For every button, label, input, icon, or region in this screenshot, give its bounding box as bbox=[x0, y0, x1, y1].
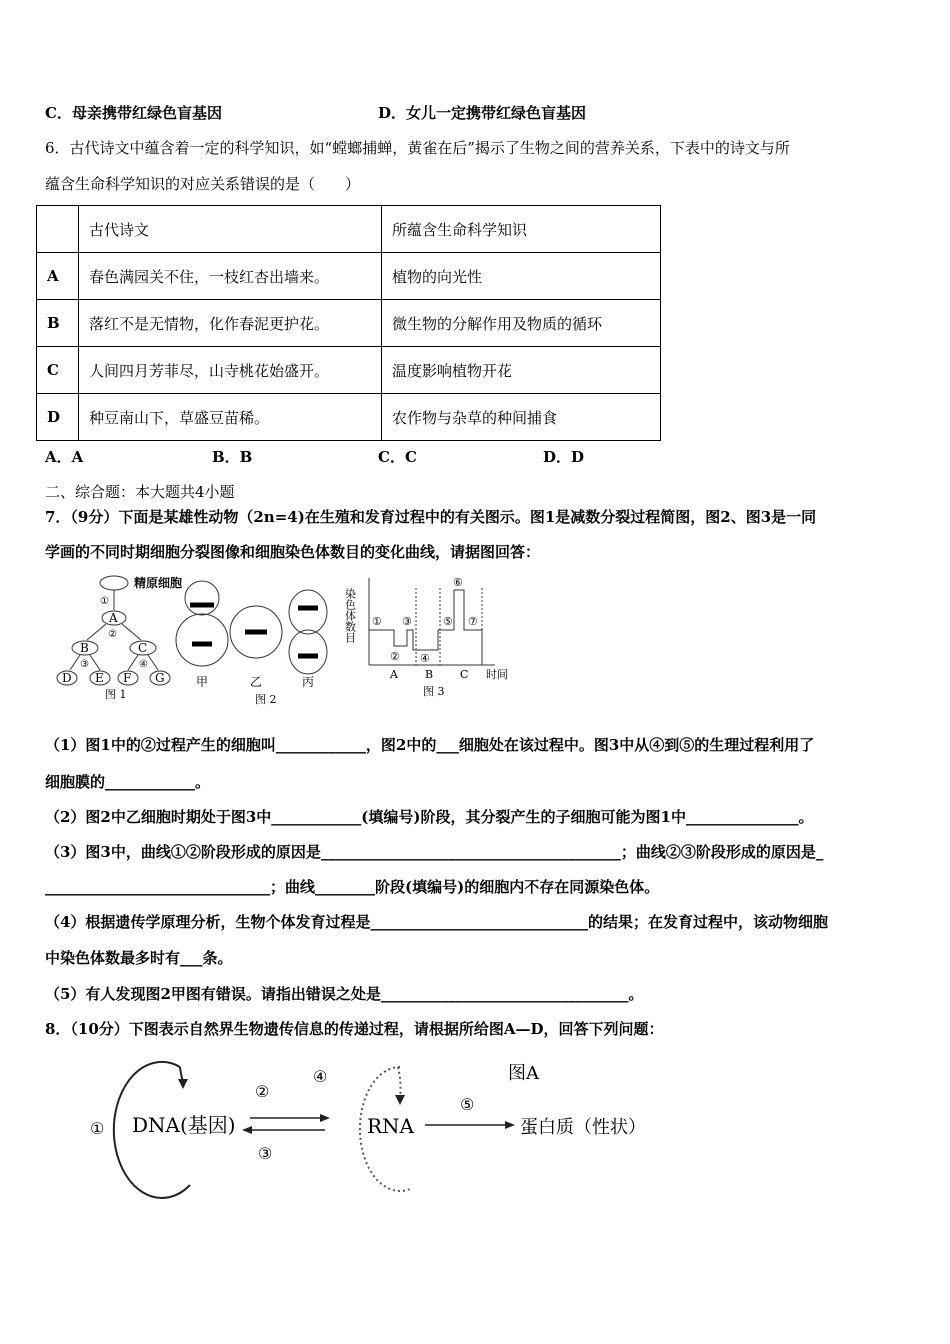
fig3-ylabel: 染色体数目 bbox=[343, 588, 357, 643]
q7-sub3-line1: （3）图3中，曲线①②阶段形成的原因是________________________________________；曲线②③阶段形成的原因是_ bbox=[45, 843, 824, 861]
q6-option-c: C．C bbox=[378, 448, 417, 466]
fig1-node: G bbox=[155, 671, 165, 685]
fig3-mark: ② bbox=[390, 650, 400, 663]
q6-stem-line1: 6．古代诗文中蕴含着一定的科学知识，如“螳螂捕蝉，黄雀在后”揭示了生物之间的营养关系，下表中的诗文与所 bbox=[45, 139, 790, 157]
fig2-caption: 图 2 bbox=[255, 693, 277, 706]
rna-label: RNA bbox=[367, 1114, 415, 1138]
row-key: D bbox=[37, 394, 79, 441]
fig1-node: F bbox=[123, 671, 132, 685]
header-poem: 古代诗文 bbox=[79, 206, 382, 253]
q6-option-d: D．D bbox=[543, 448, 585, 466]
table-row bbox=[37, 300, 661, 347]
q6-stem-line2: 蕴含生命科学知识的对应关系错误的是（ ） bbox=[45, 175, 361, 193]
fig1-step: ③ bbox=[80, 659, 89, 670]
fig2-cell-label: 乙 bbox=[250, 675, 263, 689]
step-mark: ④ bbox=[313, 1067, 328, 1086]
q7-stem-line1: 7．（9分）下面是某雄性动物（2n=4)在生殖和发育过程中的有关图示。图1是减数分裂过程简图，图2、图3是一同 bbox=[45, 508, 817, 526]
fig3-phase: B bbox=[425, 668, 434, 681]
q7-sub1-line1: （1）图1中的②过程产生的细胞叫____________，图2中的___细胞处在该过程中。图3中从④到⑤的生理过程利用了 bbox=[45, 736, 815, 754]
section-heading: 二、综合题：本大题共4小题 bbox=[45, 483, 235, 501]
table-header-row bbox=[37, 206, 661, 253]
header-knowledge: 所蕴含生命科学知识 bbox=[382, 206, 661, 253]
step-mark: ① bbox=[90, 1119, 105, 1138]
fig1-node: D bbox=[62, 671, 72, 685]
fig1-node: C bbox=[138, 641, 148, 655]
fig3-phase: A bbox=[390, 668, 398, 681]
q7-sub4-line1: （4）根据遗传学原理分析，生物个体发育过程是_____________________________的结果；在发育过程中，该动物细胞 bbox=[45, 913, 828, 931]
row-key: A bbox=[37, 253, 79, 300]
fig3-mark: ③ bbox=[402, 615, 412, 628]
q5-option-d: D．女儿一定携带红绿色盲基因 bbox=[378, 104, 587, 122]
q8-stem: 8．（10分）下图表示自然界生物遗传信息的传递过程，请根据所给图A—D，回答下列问题： bbox=[45, 1020, 664, 1038]
fig3-mark: ④ bbox=[420, 652, 430, 665]
row-knowledge: 微生物的分解作用及物质的循环 bbox=[382, 300, 661, 347]
fig1-step: ② bbox=[108, 629, 117, 640]
q7-sub5: （5）有人发现图2甲图有错误。请指出错误之处是_________________________________。 bbox=[45, 985, 644, 1003]
figure-a bbox=[80, 1055, 680, 1205]
fig3-mark: ⑥ bbox=[453, 576, 463, 589]
fig3-phase: C bbox=[460, 668, 469, 681]
fig1-node: E bbox=[95, 671, 104, 685]
q6-table bbox=[36, 205, 661, 441]
q6-option-a: A．A bbox=[45, 448, 84, 466]
row-key: C bbox=[37, 347, 79, 394]
figure-2 bbox=[176, 581, 327, 674]
protein-label: 蛋白质（性状） bbox=[520, 1117, 646, 1138]
q7-sub1-line2: 细胞膜的____________。 bbox=[45, 773, 211, 791]
row-knowledge: 温度影响植物开花 bbox=[382, 347, 661, 394]
fig1-node: A bbox=[109, 611, 118, 625]
step-mark: ② bbox=[255, 1082, 270, 1101]
q5-option-c: C．母亲携带红绿色盲基因 bbox=[45, 104, 222, 122]
row-poem: 种豆南山下，草盛豆苗稀。 bbox=[79, 394, 382, 441]
figure-a-title: 图A bbox=[508, 1063, 539, 1084]
fig3-mark: ① bbox=[372, 615, 382, 628]
fig3-caption: 图 3 bbox=[423, 685, 445, 698]
q7-figures bbox=[40, 570, 520, 710]
row-knowledge: 农作物与杂草的种间捕食 bbox=[382, 394, 661, 441]
step-mark: ③ bbox=[258, 1144, 273, 1163]
fig1-node: B bbox=[80, 641, 89, 655]
q7-sub2: （2）图2中乙细胞时期处于图3中____________(填编号)阶段，其分裂产生的子细胞可能为图1中_______________。 bbox=[45, 808, 814, 826]
row-poem: 春色满园关不住，一枝红杏出墙来。 bbox=[79, 253, 382, 300]
table-row bbox=[37, 394, 661, 441]
step-mark: ⑤ bbox=[460, 1095, 475, 1114]
row-poem: 落红不是无情物，化作春泥更护花。 bbox=[79, 300, 382, 347]
row-knowledge: 植物的向光性 bbox=[382, 253, 661, 300]
header-key bbox=[37, 206, 79, 253]
fig2-cell-label: 丙 bbox=[302, 675, 315, 689]
fig1-caption: 图 1 bbox=[105, 688, 127, 701]
fig3-mark: ⑤ bbox=[443, 615, 453, 628]
table-row bbox=[37, 347, 661, 394]
fig1-title: 精原细胞 bbox=[134, 576, 183, 590]
fig2-cell-label: 甲 bbox=[196, 675, 209, 689]
fig3-xlabel: 时间 bbox=[486, 668, 508, 681]
table-row bbox=[37, 253, 661, 300]
q7-sub3-line2: ______________________________；曲线________阶段(填编号)的细胞内不存在同源染色体。 bbox=[45, 878, 660, 896]
fig1-step: ④ bbox=[139, 659, 148, 670]
fig3-mark: ⑦ bbox=[468, 615, 478, 628]
q6-option-b: B．B bbox=[212, 448, 253, 466]
q7-sub4-line2: 中染色体数最多时有___条。 bbox=[45, 949, 233, 967]
dna-label: DNA(基因) bbox=[132, 1113, 236, 1137]
q7-stem-line2: 学画的不同时期细胞分裂图像和细胞染色体数目的变化曲线，请据图回答： bbox=[45, 543, 541, 561]
row-poem: 人间四月芳菲尽，山寺桃花始盛开。 bbox=[79, 347, 382, 394]
row-key: B bbox=[37, 300, 79, 347]
fig1-step: ① bbox=[100, 596, 109, 607]
